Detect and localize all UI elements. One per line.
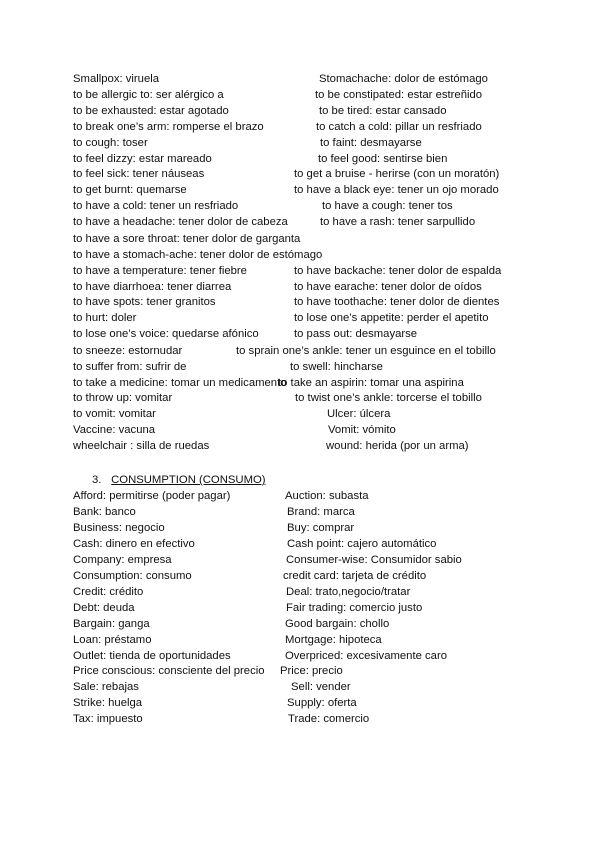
- vocab-entry: Debt: deuda: [73, 602, 135, 614]
- vocab-entry: Afford: permitirse (poder pagar): [73, 490, 231, 502]
- vocab-entry: to be allergic to: ser alérgico a: [73, 89, 224, 101]
- vocab-entry: Price conscious: consciente del precio: [73, 665, 265, 677]
- vocab-entry: Cash point: cajero automático: [287, 538, 437, 550]
- vocab-entry: to sneeze: estornudar: [73, 345, 183, 357]
- vocab-entry: Smallpox: viruela: [73, 73, 160, 85]
- vocab-entry: Stomachache: dolor de estómago: [319, 73, 488, 85]
- vocab-entry: Consumer-wise: Consumidor sabio: [286, 554, 462, 566]
- vocab-entry: to catch a cold: pillar un resfriado: [316, 121, 482, 133]
- vocab-entry: to have earache: tener dolor de oídos: [294, 281, 482, 293]
- vocab-entry: Business: negocio: [73, 522, 165, 534]
- section-title: CONSUMPTION (CONSUMO): [111, 474, 266, 486]
- vocab-entry: to have spots: tener granitos: [73, 296, 216, 308]
- vocab-entry: to have a sore throat: tener dolor de garganta: [73, 233, 301, 245]
- section-heading: [92, 473, 266, 487]
- vocab-entry: Buy: comprar: [287, 522, 355, 534]
- vocab-entry: Company: empresa: [73, 554, 172, 566]
- vocab-entry: to hurt: doler: [73, 312, 137, 324]
- vocab-entry: Loan: préstamo: [73, 634, 152, 646]
- vocab-entry: to feel dizzy: estar mareado: [73, 153, 212, 165]
- vocab-entry: Vaccine: vacuna: [73, 424, 156, 436]
- vocab-entry: Brand: marca: [287, 506, 355, 518]
- vocab-entry: to have a black eye: tener un ojo morado: [294, 184, 499, 196]
- vocab-entry: to throw up: vomitar: [73, 392, 173, 404]
- vocab-entry: to have a stomach-ache: tener dolor de estómago: [73, 249, 323, 261]
- vocab-entry: to have a headache: tener dolor de cabeza: [73, 216, 288, 228]
- vocab-entry: Bank: banco: [73, 506, 136, 518]
- vocab-entry: Trade: comercio: [288, 713, 370, 725]
- vocab-entry: to take a medicine: tomar un medicamento: [73, 377, 287, 389]
- vocab-entry: to swell: hincharse: [290, 361, 383, 373]
- section-number: 3.: [92, 474, 102, 486]
- vocab-entry: Supply: oferta: [287, 697, 357, 709]
- vocab-entry: to get burnt: quemarse: [73, 184, 187, 196]
- vocab-entry: Good bargain: chollo: [285, 618, 390, 630]
- vocab-entry: Tax: impuesto: [73, 713, 143, 725]
- vocab-entry: to cough: toser: [73, 137, 148, 149]
- vocab-entry: Price: precio: [280, 665, 343, 677]
- vocab-entry: to be tired: estar cansado: [319, 105, 447, 117]
- vocab-entry: to feel sick: tener náuseas: [73, 168, 205, 180]
- vocab-entry: to have diarrhoea: tener diarrea: [73, 281, 232, 293]
- vocab-entry: Sale: rebajas: [73, 681, 139, 693]
- vocab-entry: to be constipated: estar estreñido: [315, 89, 483, 101]
- vocab-entry: to vomit: vomitar: [73, 408, 156, 420]
- vocab-entry: Vomit: vómito: [328, 424, 396, 436]
- vocab-entry: Fair trading: comercio justo: [286, 602, 423, 614]
- vocab-entry: to take an aspirin: tomar una aspirina: [278, 377, 464, 389]
- vocab-entry: Strike: huelga: [73, 697, 143, 709]
- vocab-entry: Credit: crédito: [73, 586, 144, 598]
- vocab-entry: to twist one’s ankle: torcerse el tobillo: [295, 392, 482, 404]
- vocab-entry: to lose one’s appetite: perder el apetito: [294, 312, 489, 324]
- vocab-entry: Overpriced: excesivamente caro: [285, 650, 447, 662]
- vocab-entry: to be exhausted: estar agotado: [73, 105, 229, 117]
- vocab-entry: Cash: dinero en efectivo: [73, 538, 195, 550]
- vocab-entry: Consumption: consumo: [73, 570, 192, 582]
- vocab-entry: to have toothache: tener dolor de dientes: [294, 296, 500, 308]
- vocab-entry: to have a cold: tener un resfriado: [73, 200, 239, 212]
- vocab-entry: to sprain one’s ankle: tener un esguince en el tobillo: [236, 345, 496, 357]
- vocab-entry: credit card: tarjeta de crédito: [283, 570, 427, 582]
- vocab-entry: to get a bruise - herirse (con un moratón): [294, 168, 500, 180]
- vocab-entry: to have a cough: tener tos: [322, 200, 453, 212]
- vocab-entry: Mortgage: hipoteca: [285, 634, 382, 646]
- vocab-entry: to feel good: sentirse bien: [318, 153, 448, 165]
- vocab-entry: Ulcer: úlcera: [327, 408, 391, 420]
- vocab-entry: Auction: subasta: [285, 490, 369, 502]
- vocab-entry: to break one’s arm: romperse el brazo: [73, 121, 264, 133]
- vocab-entry: to pass out: desmayarse: [294, 328, 418, 340]
- vocab-entry: Deal: trato,negocio/tratar: [286, 586, 411, 598]
- vocab-entry: to lose one’s voice: quedarse afónico: [73, 328, 259, 340]
- vocab-entry: to have backache: tener dolor de espalda: [294, 265, 502, 277]
- vocab-entry: Sell: vender: [291, 681, 351, 693]
- vocab-entry: to have a temperature: tener fiebre: [73, 265, 247, 277]
- vocab-entry: wound: herida (por un arma): [326, 440, 469, 452]
- vocab-entry: Bargain: ganga: [73, 618, 150, 630]
- vocab-entry: to faint: desmayarse: [320, 137, 422, 149]
- vocab-entry: wheelchair : silla de ruedas: [73, 440, 210, 452]
- vocab-entry: Outlet: tienda de oportunidades: [73, 650, 231, 662]
- vocab-entry: to have a rash: tener sarpullido: [320, 216, 476, 228]
- vocab-entry: to suffer from: sufrir de: [73, 361, 187, 373]
